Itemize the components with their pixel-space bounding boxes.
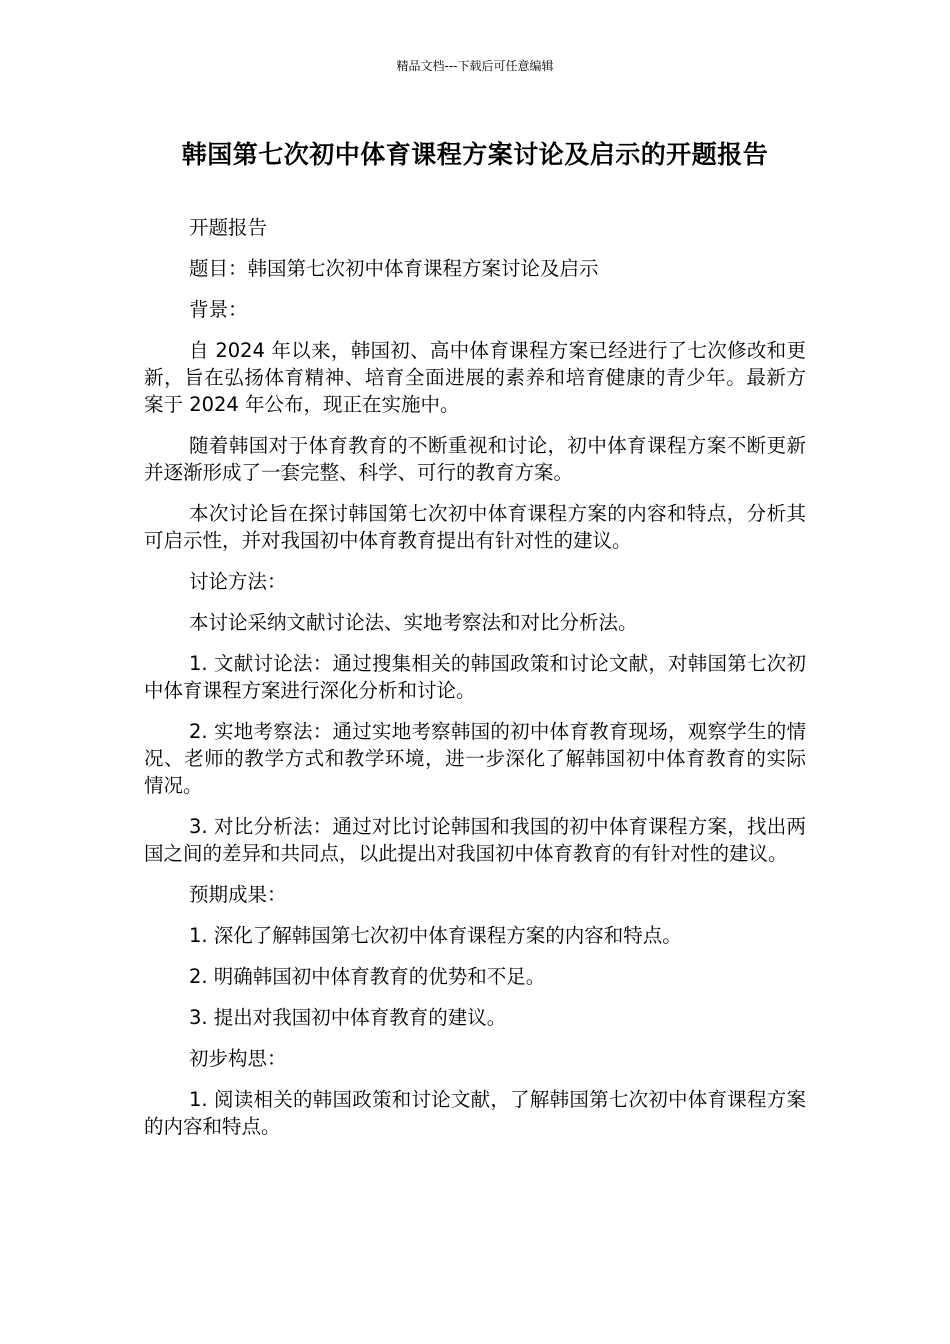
paragraph-topic: 题目：韩国第七次初中体育课程方案讨论及启示: [189, 257, 599, 280]
heading-initial-plan: 初步构思：: [189, 1047, 287, 1070]
heading-methods: 讨论方法：: [189, 570, 287, 593]
heading-expected-results: 预期成果：: [189, 883, 287, 906]
list-item-method-3: 3. 对比分析法：通过对比讨论韩国和我国的初中体育课程方案，找出两国之间的差异和共同点，以此提出对我国初中体育教育的有针对性的建议。: [144, 815, 806, 865]
list-item-plan-1: 1. 阅读相关的韩国政策和讨论文献，了解韩国第七次初中体育课程方案的内容和特点。: [144, 1088, 806, 1138]
list-item-result-2: 2. 明确韩国初中体育教育的优势和不足。: [189, 965, 546, 988]
paragraph-background-1: 自 2024 年以来，韩国初、高中体育课程方案已经进行了七次修改和更新，旨在弘扬体育精神、培育全面进展的素养和培育健康的青少年。最新方案于 2024 年公布，现正在实施中。: [144, 339, 806, 416]
paragraph-background-2: 随着韩国对于体育教育的不断重视和讨论，初中体育课程方案不断更新并逐渐形成了一套完整、科学、可行的教育方案。: [144, 434, 806, 484]
list-item-method-2: 2. 实地考察法：通过实地考察韩国的初中体育教育现场，观察学生的情况、老师的教学方式和教学环境，进一步深化了解韩国初中体育教育的实际情况。: [144, 720, 806, 797]
paragraph-methods-intro: 本讨论采纳文献讨论法、实地考察法和对比分析法。: [189, 611, 638, 634]
paragraph-background-3: 本次讨论旨在探讨韩国第七次初中体育课程方案的内容和特点，分析其可启示性，并对我国初中体育教育提出有针对性的建议。: [144, 502, 806, 552]
document-body: [144, 214, 806, 1154]
list-item-result-3: 3. 提出对我国初中体育教育的建议。: [189, 1006, 507, 1029]
list-item-method-1: 1. 文献讨论法：通过搜集相关的韩国政策和讨论文献，对韩国第七次初中体育课程方案进行深化分析和讨论。: [144, 652, 806, 702]
paragraph-report-label: 开题报告: [189, 216, 268, 239]
heading-background: 背景：: [189, 298, 248, 321]
page-header-note: 精品文档---下载后可任意编辑: [396, 59, 554, 73]
list-item-result-1: 1. 深化了解韩国第七次初中体育课程方案的内容和特点。: [189, 924, 682, 947]
document-title: 韩国第七次初中体育课程方案讨论及启示的开题报告: [181, 140, 769, 169]
